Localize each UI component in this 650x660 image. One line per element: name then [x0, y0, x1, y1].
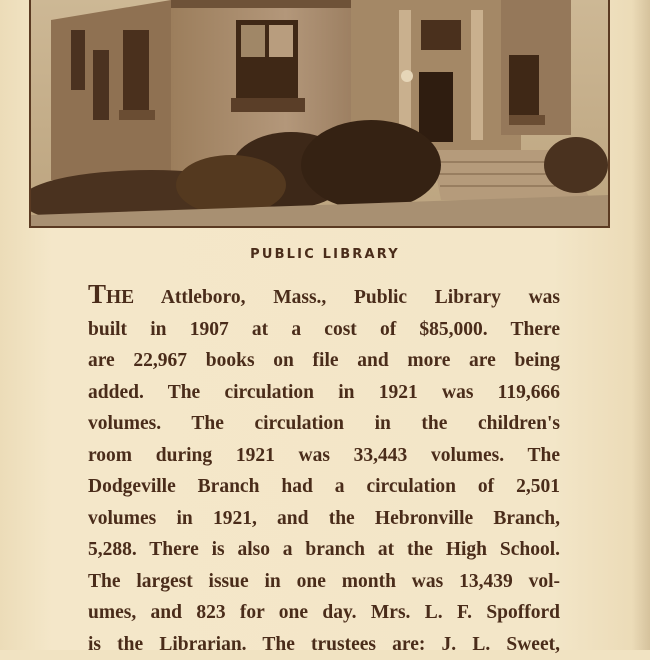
- library-photograph: [29, 0, 610, 228]
- article-line: volumes. The circulation in the children's: [88, 408, 560, 440]
- paper-edge-shadow: [632, 0, 650, 650]
- photo-caption: PUBLIC LIBRARY: [0, 247, 650, 262]
- article-line: are 22,967 books on file and more are being: [88, 345, 560, 377]
- article-first-line: HE Attleboro, Mass., Public Library was: [106, 287, 560, 308]
- library-building-illustration: [31, 0, 608, 226]
- article-line: The largest issue in one month was 13,439 vol-: [88, 566, 560, 598]
- article-line: volumes in 1921, and the Hebronville Branch,: [88, 503, 560, 535]
- article-line: [88, 282, 560, 314]
- article-line: Dodgeville Branch had a circulation of 2,501: [88, 471, 560, 503]
- article-line: room during 1921 was 33,443 volumes. The: [88, 440, 560, 472]
- drop-cap: T: [88, 279, 106, 309]
- article-body: [88, 282, 560, 660]
- article-line: built in 1907 at a cost of $85,000. There: [88, 314, 560, 346]
- article-line: is the Librarian. The trustees are: J. L. Sweet,: [88, 629, 560, 660]
- article-line: added. The circulation in 1921 was 119,666: [88, 377, 560, 409]
- article-line: 5,288. There is also a branch at the High School.: [88, 534, 560, 566]
- article-line: umes, and 823 for one day. Mrs. L. F. Spofford: [88, 597, 560, 629]
